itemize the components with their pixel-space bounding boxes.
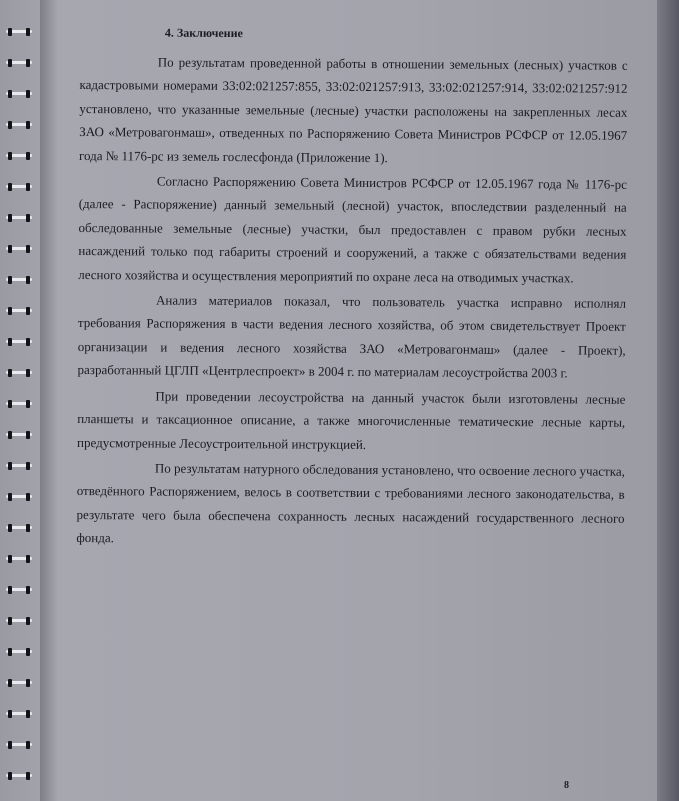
- page-number: 8: [564, 780, 569, 791]
- binding-ring: [4, 245, 34, 253]
- binding-ring: [4, 493, 34, 501]
- binding-ring: [4, 276, 34, 284]
- binding-ring: [4, 679, 34, 687]
- binding-ring: [4, 214, 34, 222]
- binding-ring: [4, 741, 34, 749]
- binding-ring: [4, 338, 34, 346]
- binding-ring: [4, 369, 34, 377]
- binding-ring: [4, 28, 34, 36]
- binding-ring: [4, 555, 34, 563]
- binding-ring: [4, 586, 34, 594]
- binding-ring: [4, 431, 34, 439]
- document-page: [76, 22, 628, 555]
- page-edge: [657, 0, 679, 801]
- binding-ring: [4, 524, 34, 532]
- section-heading: 4. Заключение: [164, 25, 243, 41]
- paragraph-4: При проведении лесоустройства на данный участок были изготовлены лесные планшеты и таксационное описание, а также многочисленные тематические лесные карты, предусмотренные Лесоустроительной инструкцией.: [77, 388, 626, 452]
- binding-ring: [4, 59, 34, 67]
- binding-ring: [4, 152, 34, 160]
- paragraph-5: По результатам натурного обследования установлено, что освоение лесного участка, отведённого Распоряжением, велось в соответствии с требованиями лесного законодательства, в результате чего была обеспечена сохранность лесных насаждений государственного лесного фонда.: [76, 460, 625, 546]
- binding-ring: [4, 710, 34, 718]
- binding-ring: [4, 307, 34, 315]
- binding-ring: [4, 400, 34, 408]
- paragraph-3: Анализ материалов показал, что пользователь участка исправно исполнял требования Распоряжения в части ведения лесного хозяйства, об этом свидетельствует Проект организации и ведения лесного хозяйства ЗАО «Метровагонмаш» (далее - Проект), разработанный ЦГЛП «Центрлеспроект» в 2004 г. по материалам лесоустройства 2003 г.: [77, 292, 627, 381]
- binding-ring: [4, 90, 34, 98]
- binding-ring: [4, 772, 34, 780]
- binding-ring: [4, 121, 34, 129]
- binding-ring: [4, 648, 34, 656]
- spine-shadow: [40, 0, 58, 801]
- binding-ring: [4, 617, 34, 625]
- paragraph-1: По результатам проведенной работы в отношении земельных (лесных) участков с кадастровыми номерами 33:02:021257:855, 33:02:021257:913, 33:02:021257:914, 33:02:021257:912 установлено, что указанные земельные (лесные) участки расположены на закрепленных лесах ЗАО «Метровагонмаш», отведенных по Распоряжению Совета Министров РСФСР от 12.05.1967 года № 1176-рс из земель гослесфонда (Приложение 1).: [79, 54, 628, 165]
- paragraph-2: Согласно Распоряжению Совета Министров РСФСР от 12.05.1967 года № 1176-рс (далее - Распоряжение) данный земельный (лесной) участок, впоследствии разделенный на обследованные земельные (лесные) участки, был предоставлен с правом рубки лесных насаждений только под габариты строений и сооружений, а также с обязательствами ведения лесного хозяйства и осуществления мероприятий по охране леса на отводимых участках.: [78, 173, 627, 286]
- binding-ring: [4, 462, 34, 470]
- binding-ring: [4, 183, 34, 191]
